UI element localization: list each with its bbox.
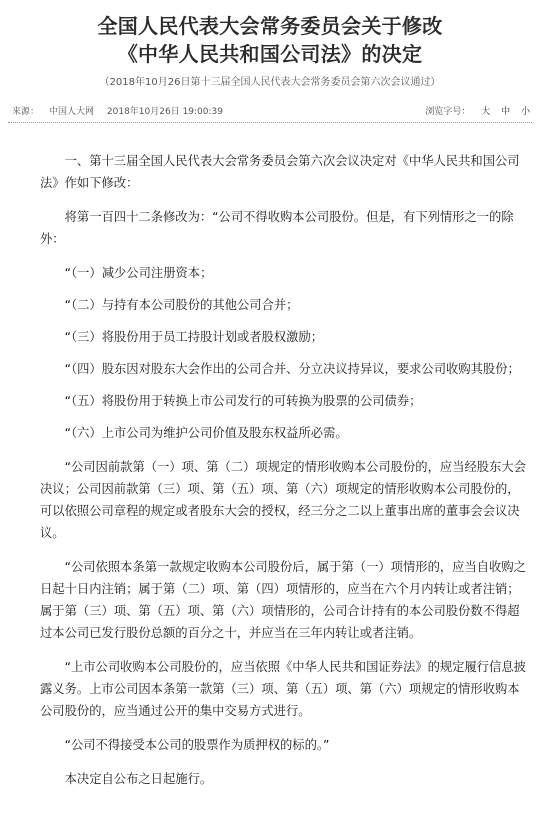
body-paragraph: “上市公司收购本公司股份的，应当依照《中华人民共和国证券法》的规定履行信息披露义务。上市公司因本条第一款第（三）项、第（五）项、第（六）项规定的情形收购本公司股份的，应当通过公开的集中交易方式进行。 xyxy=(40,660,526,718)
body-paragraph: “（六）上市公司为维护公司价值及股东权益所必需。 xyxy=(64,426,348,440)
body-paragraph: 本决定自公布之日起施行。 xyxy=(64,772,213,786)
source-label: 来源： xyxy=(12,107,40,117)
font-size-large-button[interactable]: 大 xyxy=(481,107,491,117)
body-paragraph: “公司不得接受本公司的股票作为质押权的标的。” xyxy=(64,738,330,752)
article-title-line-1: 全国人民代表大会常务委员会关于修改 xyxy=(97,14,443,38)
font-size-switcher xyxy=(417,102,530,122)
article-title-line-2: 《中华人民共和国公司法》的决定 xyxy=(117,42,423,66)
meta-source-group xyxy=(12,102,233,122)
body-paragraph: “（五）将股份用于转换上市公司发行的可转换为股票的公司债券； xyxy=(64,394,422,408)
publish-datetime: 2018年10月26日 19:00:39 xyxy=(106,107,223,117)
article-meta-bar xyxy=(8,102,532,123)
font-size-small-button[interactable]: 小 xyxy=(520,107,530,117)
body-paragraph: “（一）减少公司注册资本； xyxy=(64,266,213,280)
body-paragraph: “（二）与持有本公司股份的其他公司合并； xyxy=(64,298,299,312)
body-paragraph: 将第一百四十二条修改为：“公司不得收购本公司股份。但是，有下列情形之一的除外： xyxy=(40,210,514,246)
font-size-medium-button[interactable]: 中 xyxy=(501,107,511,117)
article-body xyxy=(40,150,526,802)
article-header xyxy=(0,0,540,90)
body-paragraph: 一、第十三届全国人民代表大会常务委员会第六次会议决定对《中华人民共和国公司法》作如下修改： xyxy=(40,154,520,190)
source-value: 中国人大网 xyxy=(49,107,95,117)
article-subtitle: （2018年10月26日第十三届全国人民代表大会常务委员会第六次会议通过） xyxy=(99,77,441,88)
body-paragraph: “（四）股东因对股东大会作出的公司合并、分立决议持异议，要求公司收购其股份； xyxy=(64,362,520,376)
font-size-label: 浏览字号： xyxy=(425,107,471,117)
body-paragraph: “公司依照本条第一款规定收购本公司股份后，属于第（一）项情形的，应当自收购之日起十日内注销；属于第（二）项、第（四）项情形的，应当在六个月内转让或者注销；属于第（三）项、第（五）项、第（六）项情形的，公司合计持有的本公司股份数不得超过本公司已发行股份总额的百分之十，并应当在三年内转让或者注销。 xyxy=(40,560,526,640)
body-paragraph: “（三）将股份用于员工持股计划或者股权激励； xyxy=(64,330,324,344)
body-paragraph: “公司因前款第（一）项、第（二）项规定的情形收购本公司股份的，应当经股东大会决议；公司因前款第（三）项、第（五）项、第（六）项规定的情形收购本公司股份的，可以依照公司章程的规定或者股东大会的授权，经三分之二以上董事出席的董事会会议决议。 xyxy=(40,460,526,540)
